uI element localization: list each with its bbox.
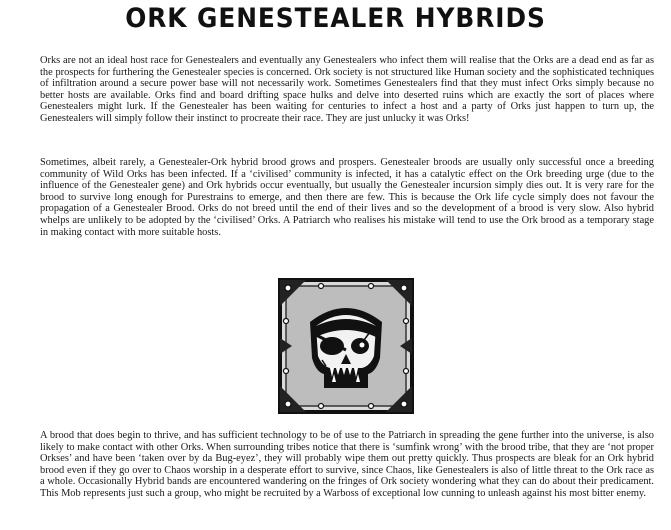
paragraph-thriving-brood: A brood that does begin to thrive, and has sufficient technology to be of use to the Patriarch in spreading the gene further into the universe, is also likely to make contact with other Orks. When surrounding tribes notice that there is ‘sumfink wrong’ with the brood tribe, that they are ‘not proper Orkses’ and have been ‘taken over by da Bug-eyez’, they will probably wipe them out pretty quickly. Thus prospects are bleak for an Ork hybrid brood even if they go over to Chaos worship in a desperate effort to survive, since Chaos, like Genestealers is also of little threat to the Ork race as a whole. Occasionally Hybrid bands are encountered wandering on the fringes of Ork society wondering what they can do about their predicament. This Mob represents just such a group, who might be recruited by a Warboss of exceptional low cunning to unleash against his most bitter enemy. bbox=[40, 430, 654, 499]
paragraph-intro: Orks are not an ideal host race for Genestealers and eventually any Genestealers who infect them will realise that the Orks are a dead end as far as the prospects for furthering the Genestealer species is concerned. Ork society is not structured like Human society and the sophisticated techniques of infiltration around a secure power base will not necessarily work. Sometimes Genestealers find that they must infect Orks simply because no better hosts are available. Orks find and board drifting space hulks and delve into deserted ruins which are exactly the sort of places where Genestealers might lurk. If the Genestealer has been waiting for centuries to infect a host and a party of Orks just happen to turn up, the Genestealers will simply follow their instinct to procreate their race. They are just unlucky it was Orks! bbox=[40, 55, 654, 124]
page-title: ORK GENESTEALER HYBRIDS bbox=[125, 3, 546, 34]
paragraph-hybrid-broods: Sometimes, albeit rarely, a Genestealer-Ork hybrid brood grows and prospers. Genestealer broods are usually only successful once a breeding community of Wild Orks has been infected. If a ‘civilised’ community is infected, it has a catalytic effect on the Ork breeding urge (due to the influence of the Genestealer gene) and Ork hybrids occur eventually, but usually the Genestealer incursion simply dies out. It is very rare for the brood to survive long enough for Purestrains to emerge, and then there are few. This is because the Ork life cycle simply does not favour the propagation of a Genestealer Brood. Orks do not breed until the end of their lives and so the development of a brood is very slow. Also hybrid whelps are unlikely to be adopted by the ‘civilised’ Orks. A Patriarch who realises his mistake will tend to use the Ork brood as a temporary stage in making contact with more suitable hosts. bbox=[40, 157, 654, 238]
ork-skull-banner-icon bbox=[276, 276, 416, 416]
